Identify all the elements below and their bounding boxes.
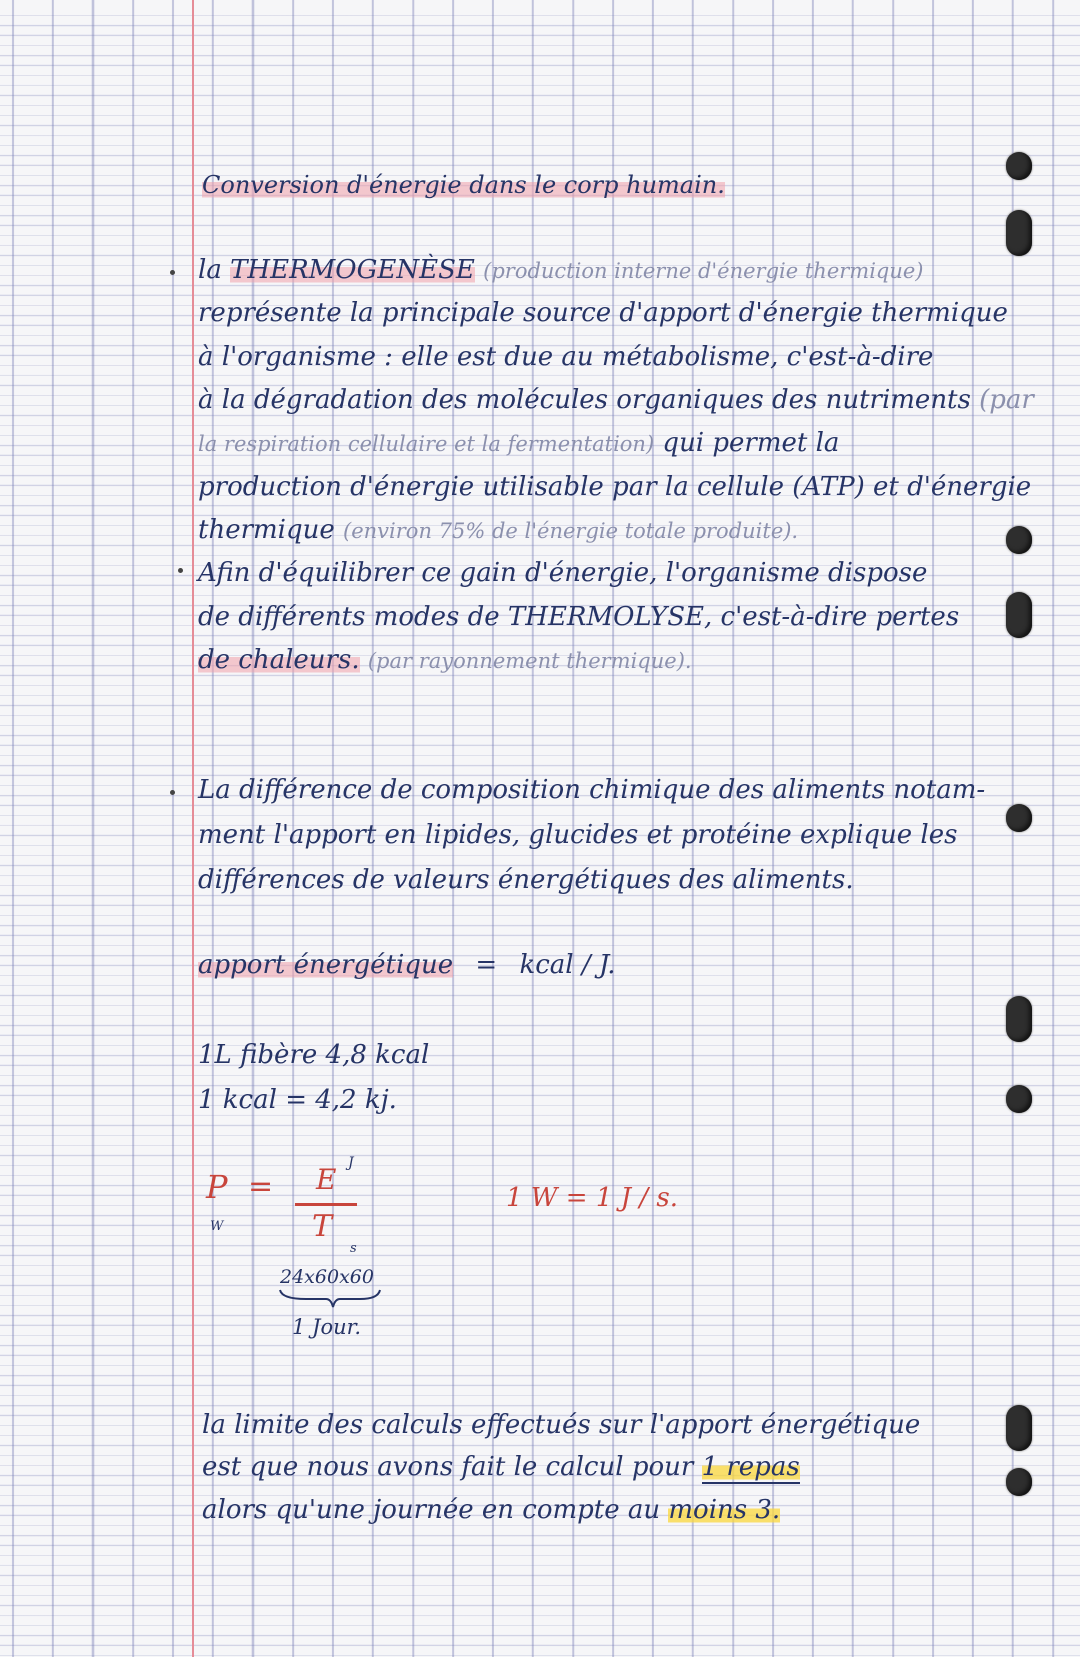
page-title: Conversion d'énergie dans le corp humain. <box>202 171 725 199</box>
binder-hole <box>1006 1468 1032 1496</box>
text-line: est que nous avons fait le calcul pour 1 repas <box>202 1452 800 1482</box>
text-line: la limite des calculs effectués sur l'apport énergétique <box>202 1410 921 1440</box>
symbol-P: P <box>206 1168 228 1206</box>
unit-watt: W <box>210 1219 224 1234</box>
binder-hole <box>1006 1085 1032 1113</box>
formula-line: apport énergétique = kcal / J. <box>198 950 616 980</box>
text-line: production d'énergie utilisable par la cellule (ATP) et d'énergie <box>198 472 1032 502</box>
binder-hole <box>1006 1405 1032 1451</box>
text-line: à la dégradation des molécules organiques des nutriments (par <box>198 385 1034 415</box>
unit-second: s <box>350 1241 357 1256</box>
term-thermogenese: THERMOGENÈSE <box>230 255 475 285</box>
text-line: Afin d'équilibrer ce gain d'énergie, l'organisme dispose <box>198 558 928 588</box>
underbrace <box>276 1287 386 1309</box>
text-line: ment l'apport en lipides, glucides et protéine explique les <box>198 820 958 850</box>
text-line: de différents modes de THERMOLYSE, c'est-à-dire pertes <box>198 602 960 632</box>
text-line: à l'organisme : elle est due au métabolisme, c'est-à-dire <box>198 342 934 372</box>
conversion-line: 1 kcal = 4,2 kj. <box>198 1085 397 1115</box>
unit-joule: J <box>348 1155 354 1171</box>
text-line: représente la principale source d'apport d'énergie thermique <box>198 298 1008 328</box>
highlight-1-repas: 1 repas <box>701 1452 800 1482</box>
text-line: la THERMOGENÈSE (production interne d'énergie thermique) <box>198 255 924 285</box>
bullet <box>170 790 175 795</box>
term-thermolyse: THERMOLYSE <box>507 602 704 632</box>
margin-line <box>192 0 194 1657</box>
text-line: alors qu'une journée en compte au moins 3. <box>202 1495 781 1525</box>
watt-definition: 1 W = 1 J / s. <box>506 1183 678 1213</box>
seconds-calc: 24x60x60 <box>280 1266 374 1288</box>
text-line: La différence de composition chimique des aliments notam- <box>198 775 986 805</box>
binder-hole <box>1006 996 1032 1042</box>
binder-hole <box>1006 210 1032 256</box>
text-line: thermique (environ 75% de l'énergie totale produite). <box>198 515 799 545</box>
binder-hole <box>1006 526 1032 554</box>
binder-hole <box>1006 592 1032 638</box>
text-line: la respiration cellulaire et la fermentation) qui permet la <box>198 428 840 458</box>
bullet <box>170 270 175 275</box>
binder-hole <box>1006 152 1032 180</box>
highlight-moins-3: moins 3. <box>668 1495 781 1525</box>
bullet <box>178 568 183 573</box>
symbol-E: E <box>316 1163 337 1196</box>
equals: = <box>248 1169 274 1204</box>
text-line: différences de valeurs énergétiques des aliments. <box>198 865 854 895</box>
conversion-line: 1L fibère 4,8 kcal <box>198 1040 430 1070</box>
symbol-T: T <box>312 1209 333 1244</box>
day-label: 1 Jour. <box>292 1315 362 1339</box>
text-line: de chaleurs. (par rayonnement thermique). <box>198 645 692 675</box>
binder-hole <box>1006 804 1032 832</box>
fraction-bar <box>295 1203 357 1206</box>
